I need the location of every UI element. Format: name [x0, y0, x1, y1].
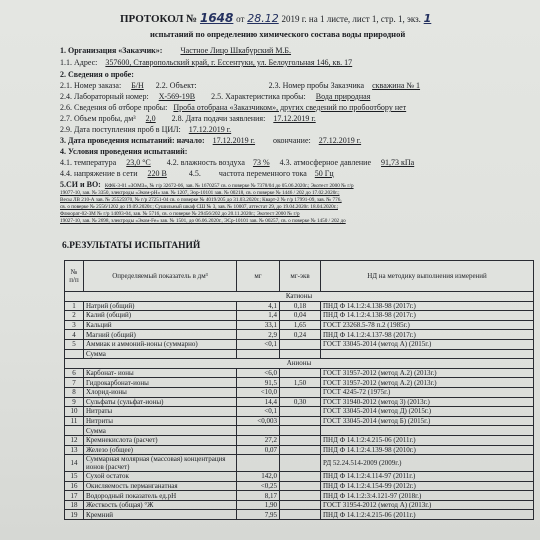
table-row — [65, 491, 534, 501]
group-anions-label: Анионы — [65, 359, 534, 369]
cell-mg: 27,2 — [237, 435, 280, 445]
lab-no-label: 2.4. Лабораторный номер: — [60, 92, 149, 101]
cell-num: 5 — [65, 339, 84, 349]
cell-name: Железо (общее) — [84, 445, 237, 455]
protocol-date: 28.12 — [247, 12, 279, 25]
cell-name: Нитриты — [84, 416, 237, 426]
volume-label: 2.7. Объем пробы, дм³ — [60, 114, 136, 123]
cell-num — [65, 349, 84, 359]
char-value: Вода природная — [315, 92, 371, 101]
temp-value: 23,0 °С — [126, 158, 151, 167]
cell-mg — [237, 455, 280, 472]
cell-nd: ПНД Ф 14.1:2:4.137-98 (2017г.) — [321, 330, 534, 340]
col-mg-header: мг — [237, 261, 280, 292]
conditions-heading: 4. Условия проведения испытаний: — [60, 147, 188, 156]
cell-mg: 4,1 — [237, 301, 280, 311]
cell-nd: ГОСТ 31940-2012 (метод 3) (2013г.) — [321, 397, 534, 407]
cell-num: 17 — [65, 491, 84, 501]
cell-name: Суммарная молярная (массовая) концентрация ионов (расчет) — [84, 455, 237, 472]
cell-mgeq: 0,24 — [280, 330, 321, 340]
cell-name: Натрий (общий) — [84, 301, 237, 311]
cell-mgeq — [280, 472, 321, 482]
table-row — [65, 301, 534, 311]
table-row — [65, 330, 534, 340]
group-anions-row — [65, 359, 534, 369]
table-row — [65, 472, 534, 482]
cell-name: Кремний — [84, 510, 237, 520]
cell-mg: <0,003 — [237, 416, 280, 426]
cell-mgeq — [280, 455, 321, 472]
voltage-value: 220 В — [147, 169, 167, 178]
cell-num: 6 — [65, 368, 84, 378]
table-row — [65, 445, 534, 455]
table-row — [65, 368, 534, 378]
cell-num: 13 — [65, 445, 84, 455]
cell-mgeq — [280, 435, 321, 445]
recv-label: 2.9. Дата поступления проб в ЦИЛ: — [60, 125, 181, 134]
test-start-value: 17.12.2019 г. — [212, 136, 256, 145]
table-row — [65, 311, 534, 321]
table-row — [65, 435, 534, 445]
cell-mgeq: 0,30 — [280, 397, 321, 407]
object-label: 2.2. Объект: — [155, 81, 197, 90]
cell-mg: 8,17 — [237, 491, 280, 501]
req-date-value: 17.12.2019 г. — [273, 114, 316, 123]
col-mgeq-header: мг-экв — [280, 261, 321, 292]
cell-nd: ПНД Ф 14.1:2:4.139-98 (2010г.) — [321, 445, 534, 455]
col-nd-header: НД на методику выполнения измерений — [321, 261, 534, 292]
cell-mgeq: 0,04 — [280, 311, 321, 321]
freq-text: частота переменного тока — [218, 169, 307, 178]
freq-label: 4.5. — [188, 169, 201, 178]
order-label: 2.1. Номер заказа: — [60, 81, 122, 90]
cell-num: 19 — [65, 510, 84, 520]
table-row — [65, 500, 534, 510]
cell-mg: 1,90 — [237, 500, 280, 510]
from-label: от — [236, 14, 245, 24]
customer-address-value: 357600, Ставропольский край, г. Ессентуки, ул. Белоугольная 146, кв. 17 — [105, 58, 353, 67]
cell-name: Хлорид-ионы — [84, 387, 237, 397]
cell-mg: 1,4 — [237, 311, 280, 321]
cell-name: Магний (общий) — [84, 330, 237, 340]
cell-mgeq: 1,50 — [280, 378, 321, 388]
equipment-line-5: Флюорат-02-3М № г/р 14093-04, зав. № 5716, св. о поверке № 29456/202 до 20.11.2020г.; Экотест 2000 № г/р — [60, 211, 300, 217]
cell-num: 11 — [65, 416, 84, 426]
col-num-header: № п/п — [65, 261, 84, 292]
customer-org — [60, 46, 291, 55]
cell-mgeq — [280, 426, 321, 436]
equipment-label: 5.СИ и ВО: — [60, 180, 101, 189]
cell-num: 8 — [65, 387, 84, 397]
results-table — [64, 260, 534, 520]
cell-nd: ПНД Ф 14.1:2:4.138-98 (2017г.) — [321, 311, 534, 321]
conditions-row-1 — [60, 158, 414, 167]
cell-name: Сумма — [84, 349, 237, 359]
cell-mgeq — [280, 491, 321, 501]
sample-recv-row — [60, 125, 231, 134]
voltage-label: 4.4. напряжение в сети — [60, 169, 138, 178]
table-row — [65, 416, 534, 426]
cell-mgeq — [280, 407, 321, 417]
table-row — [65, 320, 534, 330]
cell-mg: 33,1 — [237, 320, 280, 330]
cell-num: 10 — [65, 407, 84, 417]
cell-num: 9 — [65, 397, 84, 407]
cell-name: Нитраты — [84, 407, 237, 417]
table-row — [65, 510, 534, 520]
cell-nd: ПНД Ф 14.1:2:3:4.121-97 (2018г.) — [321, 491, 534, 501]
protocol-title — [120, 11, 432, 25]
cell-mg: <0,1 — [237, 339, 280, 349]
cell-nd: ПНД Ф 14.1:2:4.215-06 (2011г.) — [321, 435, 534, 445]
cell-mgeq — [280, 416, 321, 426]
volume-value: 2,0 — [145, 114, 156, 123]
cell-nd: ГОСТ 33045-2014 (метод Б) (2015г.) — [321, 416, 534, 426]
cell-num: 18 — [65, 500, 84, 510]
sampling-label: 2.6. Сведения об отборе пробы: — [60, 103, 168, 112]
cell-nd: ПНД Ф 14.1:2:4.215-06 (2011г.) — [321, 510, 534, 520]
cell-name: Жесткость (общая) °Ж — [84, 500, 237, 510]
sample-no-label: 2.3. Номер пробы Заказчика — [268, 81, 365, 90]
customer-org-value: Частное Лицо Шкабурский М.Б. — [180, 46, 292, 55]
cell-mg — [237, 349, 280, 359]
results-body — [65, 292, 534, 520]
cell-num — [65, 426, 84, 436]
cell-num: 16 — [65, 481, 84, 491]
cell-nd — [321, 349, 534, 359]
sample-sampling-row — [60, 103, 406, 112]
cell-mgeq — [280, 349, 321, 359]
cell-mg: 91,5 — [237, 378, 280, 388]
cell-mgeq: 1,65 — [280, 320, 321, 330]
cell-mgeq — [280, 500, 321, 510]
temp-label: 4.1. температура — [60, 158, 117, 167]
group-cations-row — [65, 292, 534, 302]
equipment-line-3: Весы ЛВ 210-А зав. № 25525970, № г/р 27251-04 св. о поверке № 4019/205 до 31.03.2020г.; Кварт-2 № г/р 17991-09, зав. № 776, — [60, 197, 342, 203]
humidity-label: 4.2. влажность воздуха — [166, 158, 245, 167]
equipment-line-4: св. о поверке № 2556/1202 до 19.09.2020г.; Сушильный шкаф СШ № 3, зав. № 10007, аттестат 29, до 19.04.2020г. 18.04.2020г.; — [60, 204, 339, 210]
table-header-row — [65, 261, 534, 292]
req-date-label: 2.8. Дата подачи заявления: — [171, 114, 266, 123]
cell-mg — [237, 426, 280, 436]
cell-name: Карбонат- ионы — [84, 368, 237, 378]
sample-heading: 2. Сведения о пробе: — [60, 70, 134, 79]
sample-order-row — [60, 81, 420, 90]
table-row — [65, 397, 534, 407]
cell-num: 12 — [65, 435, 84, 445]
cell-name: Водородный показатель ед.pH — [84, 491, 237, 501]
cell-num: 2 — [65, 311, 84, 321]
cell-nd: ГОСТ 31957-2012 (метод А.2) (2013г.) — [321, 378, 534, 388]
table-row — [65, 481, 534, 491]
title-label: ПРОТОКОЛ № — [120, 13, 198, 25]
freq-value: 50 Гц — [314, 169, 334, 178]
cell-mgeq: 0,18 — [280, 301, 321, 311]
test-end-value: 27.12.2019 г. — [318, 136, 362, 145]
pressure-value: 91,73 кПа — [381, 158, 415, 167]
cell-mgeq — [280, 387, 321, 397]
equipment-line-6: 19027-10, зав. № 2698, электроды «Эком-Fe» зав. № 1501, до 06.06.2020г., ЭСр-10101 зав. № 00257, св. о поверке № 1450 / 202 до — [60, 218, 346, 224]
char-label: 2.5. Характеристика пробы: — [211, 92, 306, 101]
cell-name: Сумма — [84, 426, 237, 436]
cell-nd: ГОСТ 23268.5-78 п.2 (1985г.) — [321, 320, 534, 330]
cell-nd: РД 52.24.514-2009 (2009г.) — [321, 455, 534, 472]
sample-volume-row — [60, 114, 316, 123]
cell-nd: ГОСТ 33045-2014 (метод А) (2015г.) — [321, 339, 534, 349]
cell-nd: ПНД Ф 14.1:2:4.154-99 (2012г.) — [321, 481, 534, 491]
cell-mgeq — [280, 339, 321, 349]
cell-num: 14 — [65, 455, 84, 472]
cell-mg: 14,4 — [237, 397, 280, 407]
cell-num: 1 — [65, 301, 84, 311]
cell-name: Аммиак и аммоний-ионы (суммарно) — [84, 339, 237, 349]
cell-name: Калий (общий) — [84, 311, 237, 321]
cell-nd — [321, 426, 534, 436]
sample-no-value: скважина № 1 — [372, 81, 421, 90]
customer-address — [60, 58, 352, 67]
results-heading: 6.РЕЗУЛЬТАТЫ ИСПЫТАНИЙ — [62, 241, 201, 251]
sampling-value: Проба отобрана «Заказчиком», других сведений по пробоотбору нет — [173, 103, 407, 112]
test-date-label: 3. Дата проведения испытаний: начало: — [60, 136, 205, 145]
cell-name: Гидрокарбонат-ионы — [84, 378, 237, 388]
equipment-line-1: КФК-3-01 «ЗОМЗ», № г/р 32672-06, зав. № 1670257 св. о поверке № 7378/04 до 05.06.2020г.; Экотест 2000 № г/р — [104, 183, 354, 189]
cell-mgeq — [280, 445, 321, 455]
lab-no-value: Х-569-19В — [158, 92, 196, 101]
cell-nd: ПНД Ф 14.1:2:4.114-97 (2011г.) — [321, 472, 534, 482]
protocol-subtitle: испытаний по определению химического состава воды природной — [150, 29, 406, 39]
cell-name: Кальций — [84, 320, 237, 330]
group-cations-label: Катионы — [65, 292, 534, 302]
col-name-header: Определяемый показатель в дм³ — [84, 261, 237, 292]
cell-name: Окисляемость перманганатная — [84, 481, 237, 491]
humidity-value: 73 % — [252, 158, 270, 167]
protocol-sheet-info: 2019 г. на 1 листе, лист 1, стр. 1, экз. — [281, 14, 421, 24]
cell-num: 15 — [65, 472, 84, 482]
cell-mgeq — [280, 510, 321, 520]
cell-nd: ПНД Ф 14.1:2:4.138-98 (2017г.) — [321, 301, 534, 311]
table-row — [65, 455, 534, 472]
order-value: Б/Н — [131, 81, 144, 90]
cell-name: Кремнекислота (расчет) — [84, 435, 237, 445]
test-dates-row — [60, 136, 361, 145]
equipment-line-2: 19077-10, зав. № 3350, электроды «Эком-рН» зав. № 1207, Эор-10101 зав. № 00218, св. о поверке № 1446 / 202 до 17.02.2020г.; — [60, 190, 340, 196]
table-row — [65, 339, 534, 349]
table-row — [65, 387, 534, 397]
cell-mgeq — [280, 368, 321, 378]
cell-nd: ГОСТ 31957-2012 (метод А.2) (2013г.) — [321, 368, 534, 378]
test-end-label: окончание: — [273, 136, 311, 145]
cell-num: 7 — [65, 378, 84, 388]
equipment-heading — [60, 180, 354, 189]
copy-number: 1 — [423, 12, 432, 25]
protocol-number: 1648 — [199, 11, 234, 25]
cell-num: 4 — [65, 330, 84, 340]
cell-mg: <0,25 — [237, 481, 280, 491]
recv-value: 17.12.2019 г. — [188, 125, 232, 134]
conditions-row-2 — [60, 169, 334, 178]
cell-mg: 0,07 — [237, 445, 280, 455]
cell-mg: 7,95 — [237, 510, 280, 520]
cell-nd: ГОСТ 33045-2014 (метод Д) (2015г.) — [321, 407, 534, 417]
table-row — [65, 426, 534, 436]
cell-nd: ГОСТ 4245-72 (1975г.) — [321, 387, 534, 397]
cell-mg: <0,1 — [237, 407, 280, 417]
cell-mg: <10,0 — [237, 387, 280, 397]
table-row — [65, 349, 534, 359]
cell-mg: <6,0 — [237, 368, 280, 378]
table-row — [65, 378, 534, 388]
table-row — [65, 407, 534, 417]
cell-name: Сульфаты (сульфат-ионы) — [84, 397, 237, 407]
customer-org-label: 1. Организация «Заказчик»: — [60, 46, 163, 55]
cell-nd: ГОСТ 31954-2012 (метод А) (2013г.) — [321, 500, 534, 510]
cell-mgeq — [280, 481, 321, 491]
cell-name: Сухой остаток — [84, 472, 237, 482]
customer-address-label: 1.1. Адрес: — [60, 58, 98, 67]
cell-mg: 2,9 — [237, 330, 280, 340]
sample-lab-row — [60, 92, 370, 101]
pressure-label: 4.3. атмосферное давление — [279, 158, 371, 167]
cell-num: 3 — [65, 320, 84, 330]
cell-mg: 142,0 — [237, 472, 280, 482]
